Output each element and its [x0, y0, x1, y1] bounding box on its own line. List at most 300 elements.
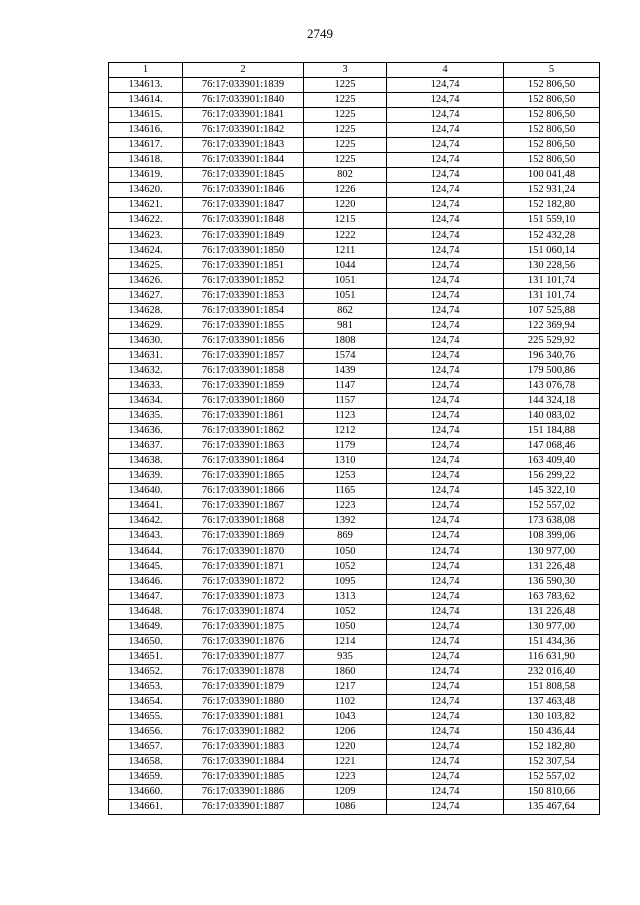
value-cell: 196 340,76: [504, 348, 600, 363]
cadastral-number-cell: 76:17:033901:1859: [183, 378, 304, 393]
rate-cell: 124,74: [387, 499, 504, 514]
row-number-cell: 134614.: [109, 93, 183, 108]
value-cell: 122 369,94: [504, 318, 600, 333]
rate-cell: 124,74: [387, 93, 504, 108]
value-cell: 116 631,90: [504, 649, 600, 664]
rate-cell: 124,74: [387, 785, 504, 800]
value-cell: 150 810,66: [504, 785, 600, 800]
table-row: [109, 363, 600, 378]
cadastral-number-cell: 76:17:033901:1870: [183, 544, 304, 559]
area-cell: 1223: [304, 499, 387, 514]
rate-cell: 124,74: [387, 454, 504, 469]
rate-cell: 124,74: [387, 243, 504, 258]
table-row: [109, 439, 600, 454]
value-cell: 151 060,14: [504, 243, 600, 258]
value-cell: 225 529,92: [504, 333, 600, 348]
table-row: [109, 318, 600, 333]
row-number-cell: 134643.: [109, 529, 183, 544]
cadastral-number-cell: 76:17:033901:1880: [183, 694, 304, 709]
row-number-cell: 134630.: [109, 333, 183, 348]
page-number: 2749: [307, 26, 333, 41]
rate-cell: 124,74: [387, 394, 504, 409]
value-cell: 145 322,10: [504, 484, 600, 499]
table-row: [109, 93, 600, 108]
area-cell: 1157: [304, 394, 387, 409]
data-table: [108, 62, 600, 815]
rate-cell: 124,74: [387, 228, 504, 243]
value-cell: 150 436,44: [504, 725, 600, 740]
table-row: [109, 785, 600, 800]
cadastral-number-cell: 76:17:033901:1884: [183, 755, 304, 770]
table-row: [109, 108, 600, 123]
cadastral-number-cell: 76:17:033901:1846: [183, 183, 304, 198]
cadastral-number-cell: 76:17:033901:1867: [183, 499, 304, 514]
table-row: [109, 123, 600, 138]
table-row: [109, 303, 600, 318]
cadastral-number-cell: 76:17:033901:1861: [183, 409, 304, 424]
rate-cell: 124,74: [387, 439, 504, 454]
area-cell: 1214: [304, 634, 387, 649]
area-cell: 1051: [304, 288, 387, 303]
value-cell: 152 557,02: [504, 499, 600, 514]
table-row: [109, 424, 600, 439]
table-row: [109, 258, 600, 273]
rate-cell: 124,74: [387, 469, 504, 484]
table-row: [109, 409, 600, 424]
rate-cell: 124,74: [387, 363, 504, 378]
table-row: [109, 454, 600, 469]
row-number-cell: 134656.: [109, 725, 183, 740]
rate-cell: 124,74: [387, 484, 504, 499]
table-row: [109, 183, 600, 198]
row-number-cell: 134613.: [109, 78, 183, 93]
cadastral-number-cell: 76:17:033901:1862: [183, 424, 304, 439]
rate-cell: 124,74: [387, 559, 504, 574]
row-number-cell: 134642.: [109, 514, 183, 529]
row-number-cell: 134626.: [109, 273, 183, 288]
rate-cell: 124,74: [387, 800, 504, 815]
rate-cell: 124,74: [387, 770, 504, 785]
value-cell: 156 299,22: [504, 469, 600, 484]
table-row: [109, 649, 600, 664]
table-row: [109, 514, 600, 529]
column-header: 5: [504, 63, 600, 78]
cadastral-number-cell: 76:17:033901:1871: [183, 559, 304, 574]
rate-cell: 124,74: [387, 258, 504, 273]
cadastral-number-cell: 76:17:033901:1865: [183, 469, 304, 484]
value-cell: 107 525,88: [504, 303, 600, 318]
value-cell: 152 557,02: [504, 770, 600, 785]
rate-cell: 124,74: [387, 424, 504, 439]
area-cell: 1095: [304, 574, 387, 589]
table-row: [109, 574, 600, 589]
rate-cell: 124,74: [387, 183, 504, 198]
area-cell: 1220: [304, 198, 387, 213]
value-cell: 136 590,30: [504, 574, 600, 589]
area-cell: 1123: [304, 409, 387, 424]
area-cell: 1225: [304, 108, 387, 123]
rate-cell: 124,74: [387, 710, 504, 725]
table-row: [109, 725, 600, 740]
value-cell: 163 783,62: [504, 589, 600, 604]
area-cell: 802: [304, 168, 387, 183]
cadastral-number-cell: 76:17:033901:1845: [183, 168, 304, 183]
table-row: [109, 78, 600, 93]
value-cell: 152 806,50: [504, 123, 600, 138]
rate-cell: 124,74: [387, 679, 504, 694]
cadastral-number-cell: 76:17:033901:1843: [183, 138, 304, 153]
cadastral-number-cell: 76:17:033901:1873: [183, 589, 304, 604]
rate-cell: 124,74: [387, 604, 504, 619]
rate-cell: 124,74: [387, 213, 504, 228]
row-number-cell: 134655.: [109, 710, 183, 725]
value-cell: 151 184,88: [504, 424, 600, 439]
area-cell: 1211: [304, 243, 387, 258]
table-row: [109, 679, 600, 694]
area-cell: 1165: [304, 484, 387, 499]
row-number-cell: 134653.: [109, 679, 183, 694]
area-cell: 1313: [304, 589, 387, 604]
value-cell: 130 977,00: [504, 544, 600, 559]
area-cell: 1221: [304, 755, 387, 770]
rate-cell: 124,74: [387, 694, 504, 709]
cadastral-number-cell: 76:17:033901:1863: [183, 439, 304, 454]
table-row: [109, 604, 600, 619]
rate-cell: 124,74: [387, 138, 504, 153]
row-number-cell: 134619.: [109, 168, 183, 183]
row-number-cell: 134631.: [109, 348, 183, 363]
table-row: [109, 770, 600, 785]
cadastral-number-cell: 76:17:033901:1842: [183, 123, 304, 138]
value-cell: 130 103,82: [504, 710, 600, 725]
rate-cell: 124,74: [387, 153, 504, 168]
area-cell: 1147: [304, 378, 387, 393]
area-cell: 1217: [304, 679, 387, 694]
value-cell: 173 638,08: [504, 514, 600, 529]
value-cell: 152 182,80: [504, 740, 600, 755]
rate-cell: 124,74: [387, 288, 504, 303]
value-cell: 152 806,50: [504, 78, 600, 93]
cadastral-number-cell: 76:17:033901:1852: [183, 273, 304, 288]
table-row: [109, 499, 600, 514]
table-row: [109, 800, 600, 815]
rate-cell: 124,74: [387, 409, 504, 424]
cadastral-number-cell: 76:17:033901:1886: [183, 785, 304, 800]
rate-cell: 124,74: [387, 378, 504, 393]
table-row: [109, 333, 600, 348]
value-cell: 152 806,50: [504, 138, 600, 153]
rate-cell: 124,74: [387, 649, 504, 664]
area-cell: 1179: [304, 439, 387, 454]
row-number-cell: 134618.: [109, 153, 183, 168]
row-number-cell: 134636.: [109, 424, 183, 439]
cadastral-number-cell: 76:17:033901:1853: [183, 288, 304, 303]
table-row: [109, 710, 600, 725]
value-cell: 163 409,40: [504, 454, 600, 469]
area-cell: 981: [304, 318, 387, 333]
value-cell: 152 806,50: [504, 153, 600, 168]
table-row: [109, 755, 600, 770]
row-number-cell: 134637.: [109, 439, 183, 454]
value-cell: 179 500,86: [504, 363, 600, 378]
value-cell: 140 083,02: [504, 409, 600, 424]
row-number-cell: 134660.: [109, 785, 183, 800]
row-number-cell: 134644.: [109, 544, 183, 559]
row-number-cell: 134650.: [109, 634, 183, 649]
cadastral-number-cell: 76:17:033901:1844: [183, 153, 304, 168]
value-cell: 147 068,46: [504, 439, 600, 454]
cadastral-number-cell: 76:17:033901:1860: [183, 394, 304, 409]
rate-cell: 124,74: [387, 123, 504, 138]
area-cell: 935: [304, 649, 387, 664]
table-row: [109, 243, 600, 258]
row-number-cell: 134623.: [109, 228, 183, 243]
area-cell: 1052: [304, 604, 387, 619]
value-cell: 152 432,28: [504, 228, 600, 243]
rate-cell: 124,74: [387, 574, 504, 589]
row-number-cell: 134629.: [109, 318, 183, 333]
cadastral-number-cell: 76:17:033901:1848: [183, 213, 304, 228]
value-cell: 100 041,48: [504, 168, 600, 183]
table-row: [109, 273, 600, 288]
row-number-cell: 134622.: [109, 213, 183, 228]
table-row: [109, 469, 600, 484]
value-cell: 131 101,74: [504, 273, 600, 288]
table-row: [109, 198, 600, 213]
row-number-cell: 134615.: [109, 108, 183, 123]
area-cell: 1206: [304, 725, 387, 740]
cadastral-number-cell: 76:17:033901:1841: [183, 108, 304, 123]
value-cell: 151 559,10: [504, 213, 600, 228]
area-cell: 1102: [304, 694, 387, 709]
row-number-cell: 134649.: [109, 619, 183, 634]
area-cell: 1220: [304, 740, 387, 755]
rate-cell: 124,74: [387, 725, 504, 740]
area-cell: 1226: [304, 183, 387, 198]
cadastral-number-cell: 76:17:033901:1851: [183, 258, 304, 273]
cadastral-number-cell: 76:17:033901:1879: [183, 679, 304, 694]
table-row: [109, 664, 600, 679]
table-row: [109, 694, 600, 709]
area-cell: 1212: [304, 424, 387, 439]
area-cell: 1860: [304, 664, 387, 679]
column-header: 4: [387, 63, 504, 78]
value-cell: 143 076,78: [504, 378, 600, 393]
row-number-cell: 134652.: [109, 664, 183, 679]
row-number-cell: 134658.: [109, 755, 183, 770]
cadastral-number-cell: 76:17:033901:1874: [183, 604, 304, 619]
row-number-cell: 134628.: [109, 303, 183, 318]
row-number-cell: 134620.: [109, 183, 183, 198]
rate-cell: 124,74: [387, 619, 504, 634]
column-header: 2: [183, 63, 304, 78]
rate-cell: 124,74: [387, 634, 504, 649]
area-cell: 1225: [304, 138, 387, 153]
cadastral-number-cell: 76:17:033901:1858: [183, 363, 304, 378]
cadastral-number-cell: 76:17:033901:1869: [183, 529, 304, 544]
rate-cell: 124,74: [387, 514, 504, 529]
row-number-cell: 134661.: [109, 800, 183, 815]
cadastral-number-cell: 76:17:033901:1866: [183, 484, 304, 499]
cadastral-number-cell: 76:17:033901:1857: [183, 348, 304, 363]
area-cell: 1439: [304, 363, 387, 378]
area-cell: 1808: [304, 333, 387, 348]
table-row: [109, 228, 600, 243]
row-number-cell: 134635.: [109, 409, 183, 424]
area-cell: 869: [304, 529, 387, 544]
row-number-cell: 134657.: [109, 740, 183, 755]
table-row: [109, 394, 600, 409]
rate-cell: 124,74: [387, 108, 504, 123]
area-cell: 1209: [304, 785, 387, 800]
value-cell: 137 463,48: [504, 694, 600, 709]
area-cell: 1392: [304, 514, 387, 529]
row-number-cell: 134621.: [109, 198, 183, 213]
row-number-cell: 134617.: [109, 138, 183, 153]
value-cell: 152 307,54: [504, 755, 600, 770]
column-header: 1: [109, 63, 183, 78]
row-number-cell: 134616.: [109, 123, 183, 138]
cadastral-number-cell: 76:17:033901:1868: [183, 514, 304, 529]
cadastral-number-cell: 76:17:033901:1875: [183, 619, 304, 634]
rate-cell: 124,74: [387, 318, 504, 333]
rate-cell: 124,74: [387, 168, 504, 183]
row-number-cell: 134645.: [109, 559, 183, 574]
area-cell: 1222: [304, 228, 387, 243]
value-cell: 131 101,74: [504, 288, 600, 303]
cadastral-number-cell: 76:17:033901:1854: [183, 303, 304, 318]
value-cell: 152 182,80: [504, 198, 600, 213]
rate-cell: 124,74: [387, 664, 504, 679]
area-cell: 1253: [304, 469, 387, 484]
row-number-cell: 134627.: [109, 288, 183, 303]
area-cell: 1310: [304, 454, 387, 469]
value-cell: 152 806,50: [504, 108, 600, 123]
value-cell: 130 228,56: [504, 258, 600, 273]
rate-cell: 124,74: [387, 755, 504, 770]
table-row: [109, 348, 600, 363]
area-cell: 1086: [304, 800, 387, 815]
rate-cell: 124,74: [387, 273, 504, 288]
value-cell: 151 434,36: [504, 634, 600, 649]
table-row: [109, 288, 600, 303]
row-number-cell: 134625.: [109, 258, 183, 273]
row-number-cell: 134651.: [109, 649, 183, 664]
cadastral-number-cell: 76:17:033901:1872: [183, 574, 304, 589]
table-row: [109, 529, 600, 544]
table-row: [109, 378, 600, 393]
row-number-cell: 134646.: [109, 574, 183, 589]
cadastral-number-cell: 76:17:033901:1850: [183, 243, 304, 258]
cadastral-number-cell: 76:17:033901:1855: [183, 318, 304, 333]
area-cell: 1225: [304, 153, 387, 168]
table-row: [109, 740, 600, 755]
rate-cell: 124,74: [387, 529, 504, 544]
value-cell: 144 324,18: [504, 394, 600, 409]
row-number-cell: 134654.: [109, 694, 183, 709]
value-cell: 131 226,48: [504, 604, 600, 619]
row-number-cell: 134634.: [109, 394, 183, 409]
table-row: [109, 634, 600, 649]
cadastral-number-cell: 76:17:033901:1882: [183, 725, 304, 740]
area-cell: 862: [304, 303, 387, 318]
rate-cell: 124,74: [387, 78, 504, 93]
rate-cell: 124,74: [387, 348, 504, 363]
cadastral-number-cell: 76:17:033901:1878: [183, 664, 304, 679]
row-number-cell: 134624.: [109, 243, 183, 258]
rate-cell: 124,74: [387, 303, 504, 318]
area-cell: 1225: [304, 123, 387, 138]
area-cell: 1050: [304, 619, 387, 634]
area-cell: 1044: [304, 258, 387, 273]
cadastral-number-cell: 76:17:033901:1887: [183, 800, 304, 815]
row-number-cell: 134648.: [109, 604, 183, 619]
area-cell: 1225: [304, 78, 387, 93]
rate-cell: 124,74: [387, 333, 504, 348]
value-cell: 151 808,58: [504, 679, 600, 694]
table-row: [109, 138, 600, 153]
rate-cell: 124,74: [387, 740, 504, 755]
rate-cell: 124,74: [387, 544, 504, 559]
area-cell: 1223: [304, 770, 387, 785]
value-cell: 108 399,06: [504, 529, 600, 544]
cadastral-number-cell: 76:17:033901:1856: [183, 333, 304, 348]
area-cell: 1051: [304, 273, 387, 288]
cadastral-number-cell: 76:17:033901:1839: [183, 78, 304, 93]
area-cell: 1050: [304, 544, 387, 559]
cadastral-number-cell: 76:17:033901:1885: [183, 770, 304, 785]
cadastral-number-cell: 76:17:033901:1847: [183, 198, 304, 213]
cadastral-number-cell: 76:17:033901:1876: [183, 634, 304, 649]
value-cell: 152 931,24: [504, 183, 600, 198]
value-cell: 232 016,40: [504, 664, 600, 679]
area-cell: 1225: [304, 93, 387, 108]
row-number-cell: 134632.: [109, 363, 183, 378]
table-row: [109, 213, 600, 228]
table-row: [109, 168, 600, 183]
table-header-row: [109, 63, 600, 78]
row-number-cell: 134639.: [109, 469, 183, 484]
area-cell: 1043: [304, 710, 387, 725]
area-cell: 1574: [304, 348, 387, 363]
row-number-cell: 134633.: [109, 378, 183, 393]
value-cell: 130 977,00: [504, 619, 600, 634]
area-cell: 1215: [304, 213, 387, 228]
table-row: [109, 153, 600, 168]
value-cell: 135 467,64: [504, 800, 600, 815]
cadastral-number-cell: 76:17:033901:1877: [183, 649, 304, 664]
cadastral-number-cell: 76:17:033901:1849: [183, 228, 304, 243]
rate-cell: 124,74: [387, 589, 504, 604]
cadastral-number-cell: 76:17:033901:1883: [183, 740, 304, 755]
table-row: [109, 544, 600, 559]
row-number-cell: 134640.: [109, 484, 183, 499]
table-row: [109, 589, 600, 604]
area-cell: 1052: [304, 559, 387, 574]
row-number-cell: 134638.: [109, 454, 183, 469]
row-number-cell: 134647.: [109, 589, 183, 604]
value-cell: 152 806,50: [504, 93, 600, 108]
table-body: [109, 78, 600, 815]
row-number-cell: 134641.: [109, 499, 183, 514]
table-row: [109, 619, 600, 634]
table-row: [109, 484, 600, 499]
value-cell: 131 226,48: [504, 559, 600, 574]
row-number-cell: 134659.: [109, 770, 183, 785]
rate-cell: 124,74: [387, 198, 504, 213]
cadastral-number-cell: 76:17:033901:1881: [183, 710, 304, 725]
cadastral-number-cell: 76:17:033901:1864: [183, 454, 304, 469]
